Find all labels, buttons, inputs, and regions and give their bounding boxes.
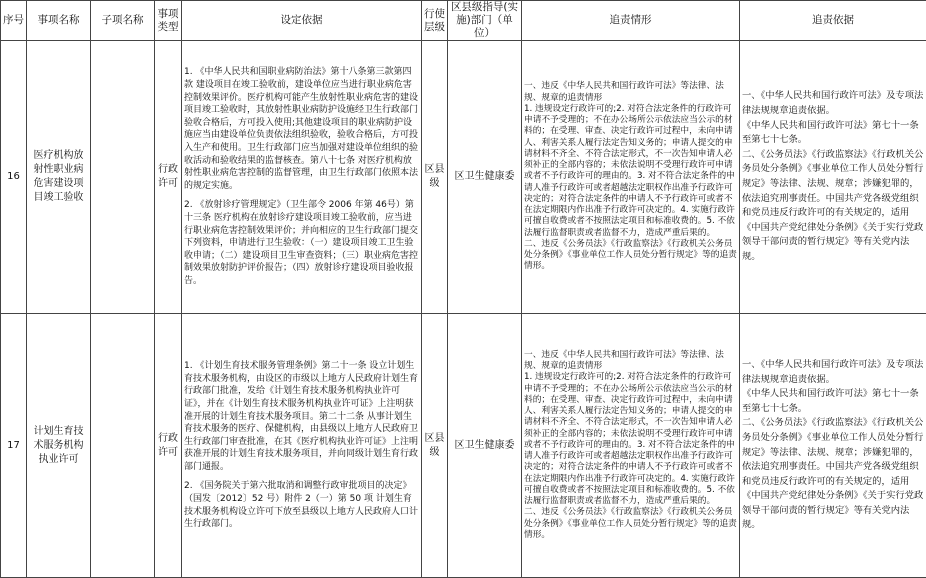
basis-paragraph-2: 2. 《国务院关于第六批取消和调整行政审批项目的决定》（国发〔2012〕52 号）附件 2（一）第 50 项 计划生育技术服务机构设立许可下放至县级以上地方人民政府人口计生行政部门。 xyxy=(184,480,419,530)
row-level: 区县级 xyxy=(422,41,448,314)
row-sub-item-name xyxy=(91,41,155,314)
header-basis: 设定依据 xyxy=(182,1,422,41)
row-department: 区卫生健康委 xyxy=(448,314,522,578)
row-basis xyxy=(182,314,422,578)
header-item-type: 事项类型 xyxy=(155,1,182,41)
header-duty-basis: 追责依据 xyxy=(740,1,926,41)
paragraph-gap xyxy=(184,473,419,480)
duty-situation-text: 一、违反《中华人民共和国行政许可法》等法律、法规、规章的追责情形 1. 违规设定行政许可的;2. 对符合法定条件的行政许可申请不予受理的；不在办公场所公示依法应当公示的材料的；在受理、审查、决定行政许可过程中，未向申请人、利害关系人履行法定告知义务的；申请人提交的申请材料不齐全、不符合法定形式，不一次告知申请人必须补正的全部内容的；未依法说明不受理行政许可申请或者不予行政许可的理由的。3. 对不符合法定条件的申请人准予行政许可或者超越法定职权作出准予行政许可决定的；对符合法定条件的申请人不予行政许可或者不在法定期限内作出准予行政许可决定的。4. 实施行政许可擅自收费或者不按照法定项目和标准收费的。5. 不依法履行监督职责或者监督不力，造成严重后果的。 二、违反《公务员法》《行政监察法》《行政机关公务员处分条例》《事业单位工作人员处分暂行规定》等的追责情形。 xyxy=(524,81,737,272)
duty-situation-text: 一、违反《中华人民共和国行政许可法》等法律、法规、规章的追责情形 1. 违规设定行政许可的;2. 对符合法定条件的行政许可申请不予受理的；不在办公场所公示依法应当公示的材料的；在受理、审查、决定行政许可过程中，未向申请人、利害关系人履行法定告知义务的；申请人提交的申请材料不齐全、不符合法定形式，不一次告知申请人必须补正的全部内容的；未依法说明不受理行政许可申请或者不予行政许可的理由的。3. 对不符合法定条件的申请人准予行政许可或者超越法定职权作出准予行政许可决定的；对符合法定条件的申请人不予行政许可或者不在法定期限内作出准予行政许可决定的。4. 实施行政许可擅自收费或者不按照法定项目和标准收费的。5. 不依法履行监督职责或者监督不力，造成严重后果的。 二、违反《公务员法》《行政监察法》《行政机关公务员处分条例》《事业单位工作人员处分暂行规定》等的追责情形。 xyxy=(524,350,737,541)
header-duty-situation: 追责情形 xyxy=(522,1,740,41)
row-duty-basis xyxy=(740,314,926,578)
table-row xyxy=(1,314,926,578)
table-row xyxy=(1,41,926,314)
row-item-type: 行政许可 xyxy=(155,314,182,578)
basis-paragraph-1: 1. 《计划生育技术服务管理条例》第二十一条 设立计划生育技术服务机构，由设区的市级以上地方人民政府计划生育行政部门批准，发给《计划生育技术服务机构执业许可证》，并在《计划生育技术服务机构执业许可证》上注明获准开展的计划生育技术服务项目。第二十二条 从事计划生育技术服务的医疗、保健机构，由县级以上地方人民政府卫生行政部门审查批准，在其《医疗机构执业许可证》上注明获准开展的计划生育技术服务项目，并向同级计划生育行政部门通报。 xyxy=(184,360,419,473)
row-sub-item-name xyxy=(91,314,155,578)
row-duty-basis xyxy=(740,41,926,314)
row-item-type: 行政许可 xyxy=(155,41,182,314)
header-sub-item-name: 子项名称 xyxy=(91,1,155,41)
header-seq: 序号 xyxy=(1,1,27,41)
duty-basis-text: 一、《中华人民共和国行政许可法》及专项法律法规规章追责依据。 《中华人民共和国行政许可法》第七十一条至第七十七条。 二、《公务员法》《行政监察法》《行政机关公务员处分条例》《事业单位工作人员处分暂行规定》等法律、法规、规章；涉嫌犯罪的，依法追究刑事责任。中国共产党各级党组织和党员违反行政许可的有关规定的，适用《中国共产党纪律处分条例》《关于实行党政领导干部问责的暂行规定》等有关党内法规。 xyxy=(742,358,924,533)
duty-basis-text: 一、《中华人民共和国行政许可法》及专项法律法规规章追责依据。 《中华人民共和国行政许可法》第七十一条至第七十七条。 二、《公务员法》《行政监察法》《行政机关公务员处分条例》《事业单位工作人员处分暂行规定》等法律、法规、规章；涉嫌犯罪的，依法追究刑事责任。中国共产党各级党组织和党员违反行政许可的有关规定的，适用《中国共产党纪律处分条例》《关于实行党政领导干部问责的暂行规定》等有关党内法规。 xyxy=(742,89,924,264)
row-level: 区县级 xyxy=(422,314,448,578)
row-item-name: 医疗机构放射性职业病危害建设项目竣工验收 xyxy=(27,41,91,314)
row-basis xyxy=(182,41,422,314)
row-duty-situation xyxy=(522,41,740,314)
row-item-name: 计划生育技术服务机构执业许可 xyxy=(27,314,91,578)
row-seq: 17 xyxy=(1,314,27,578)
table-header-row xyxy=(1,1,926,41)
row-duty-situation xyxy=(522,314,740,578)
header-exercise-level: 行使层级 xyxy=(422,1,448,41)
row-department: 区卫生健康委 xyxy=(448,41,522,314)
row-seq: 16 xyxy=(1,41,27,314)
header-department: 区县级指导(实施)部门（单位） xyxy=(448,1,522,41)
paragraph-gap xyxy=(184,192,419,199)
basis-paragraph-2: 2. 《放射诊疗管理规定》（卫生部令 2006 年第 46号）第十三条 医疗机构在放射诊疗建设项目竣工验收前，应当进行职业病危害控制效果评价；并向相应的卫生行政部门提交下列资料，申请进行卫生验收：（一）建设项目竣工卫生验收申请；（二）建设项目卫生审查资料；（三）职业病危害控制效果放射防护评价报告；（四）放射诊疗建设项目验收报告。 xyxy=(184,199,419,287)
header-item-name: 事项名称 xyxy=(27,1,91,41)
basis-paragraph-1: 1. 《中华人民共和国职业病防治法》第十八条第三款第四款 建设项目在竣工验收前，建设单位应当进行职业病危害控制效果评价。医疗机构可能产生放射性职业病危害的建设项目竣工验收时，其放射性职业病防护设施经卫生行政部门验收合格后，方可投入使用;其他建设项目的职业病防护设施应当由建设单位负责依法组织验收，验收合格后，方可投入生产和使用。卫生行政部门应当加强对建设单位组织的验收活动和验收结果的监督核查。第八十七条 对医疗机构放射性职业病危害控制的监督管理，由卫生行政部门依照本法的规定实施。 xyxy=(184,66,419,192)
